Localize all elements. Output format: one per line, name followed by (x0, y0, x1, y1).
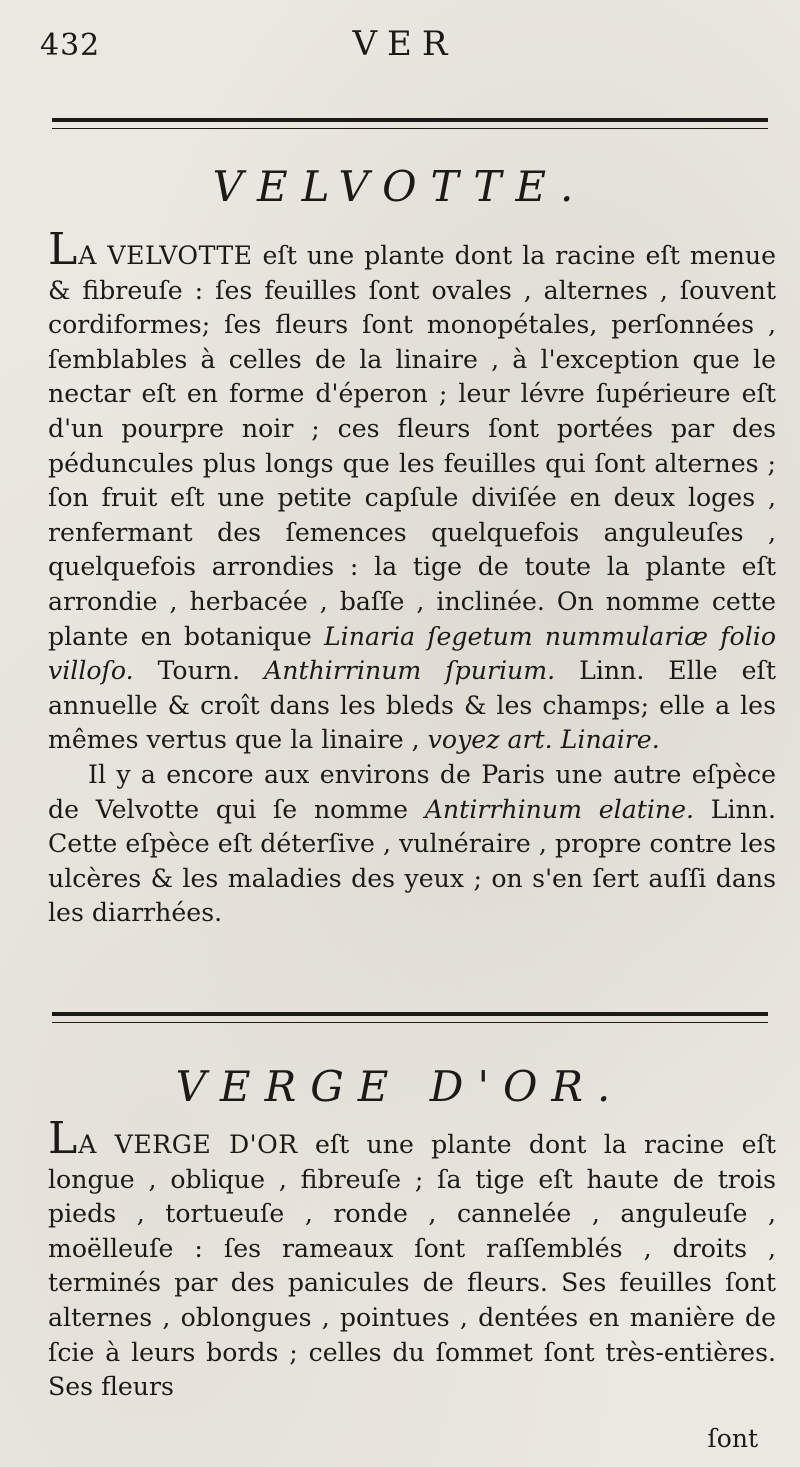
section-rule (52, 1012, 768, 1023)
italic-text: voyez art. Linaire. (427, 725, 660, 755)
body-text: eſt une plante dont la racine eſt menue & fibreuſe : ſes feuilles ſont ovales , alternes , ſouvent cordiformes; ſes fleurs ſont monopétales, perſonnées , ſemblables à celles de la linaire , à l'exception que le nectar eſt en forme d'éperon ; leur lévre ſupérieure eſt d'un pourpre noir ; ces fleurs ſont portées par des péduncules plus longs que les feuilles qui ſont alternes ; ſon fruit eſt une petite capſule diviſée en deux loges , renfermant des ſemences quelquefois anguleuſes , quelquefois arrondies : la tige de toute la plante eſt arrondie , herbacée , baſſe , inclinée. On nomme cette plante en botanique (48, 241, 776, 651)
headword: A VERGE D'OR (78, 1130, 298, 1159)
italic-text: Anthirrinum ſpurium. (264, 656, 556, 686)
page-number: 432 (40, 28, 101, 63)
article-body-verge-dor (48, 1113, 777, 1405)
italic-text: Antirrhinum elatine. (424, 794, 695, 824)
article-title-velvotte: VELVOTTE. (212, 162, 588, 211)
paragraph (48, 224, 777, 758)
article-body-velvotte (48, 224, 777, 931)
body-text: Linn. Elle eſt annuelle & croît dans les bleds & les champs; elle a les mêmes vertus que la linaire , (48, 656, 777, 755)
drop-cap: L (48, 1113, 79, 1164)
running-head (40, 22, 770, 72)
article-title-verge-dor: VERGE D'OR. (175, 1062, 625, 1111)
headword: A VELVOTTE (78, 241, 253, 270)
drop-cap: L (48, 224, 79, 275)
body-text: Il y a encore aux environs de Paris une autre eſpèce de Velvotte qui ſe nomme (48, 759, 776, 824)
catchword: ſont (707, 1424, 758, 1453)
body-text: Tourn. (133, 656, 265, 686)
italic-text: Linaria ſegetum nummulariæ folio villoſo. (48, 621, 776, 686)
running-head-title: VER (352, 24, 458, 64)
body-text: eſt une plante dont la racine eſt longue , oblique , fibreuſe ; ſa tige eſt haute de trois pieds , tortueuſe , ronde , cannelée , anguleuſe , moëlleuſe : ſes rameaux ſont raſſemblés , droits , terminés par des panicules de fleurs. Ses feuilles ſont alternes , oblongues , pointues , dentées en manière de ſcie à leurs bords ; celles du ſommet ſont très-entières. Ses fleurs (48, 1130, 777, 1402)
paragraph (48, 1113, 777, 1405)
body-text: Linn. Cette eſpèce eſt déterſive , vulnéraire , propre contre les ulcères & les maladies des yeux ; on s'en ſert auſſi dans les diarrhées. (48, 794, 776, 928)
header-rule (52, 118, 768, 129)
paragraph (48, 758, 776, 931)
